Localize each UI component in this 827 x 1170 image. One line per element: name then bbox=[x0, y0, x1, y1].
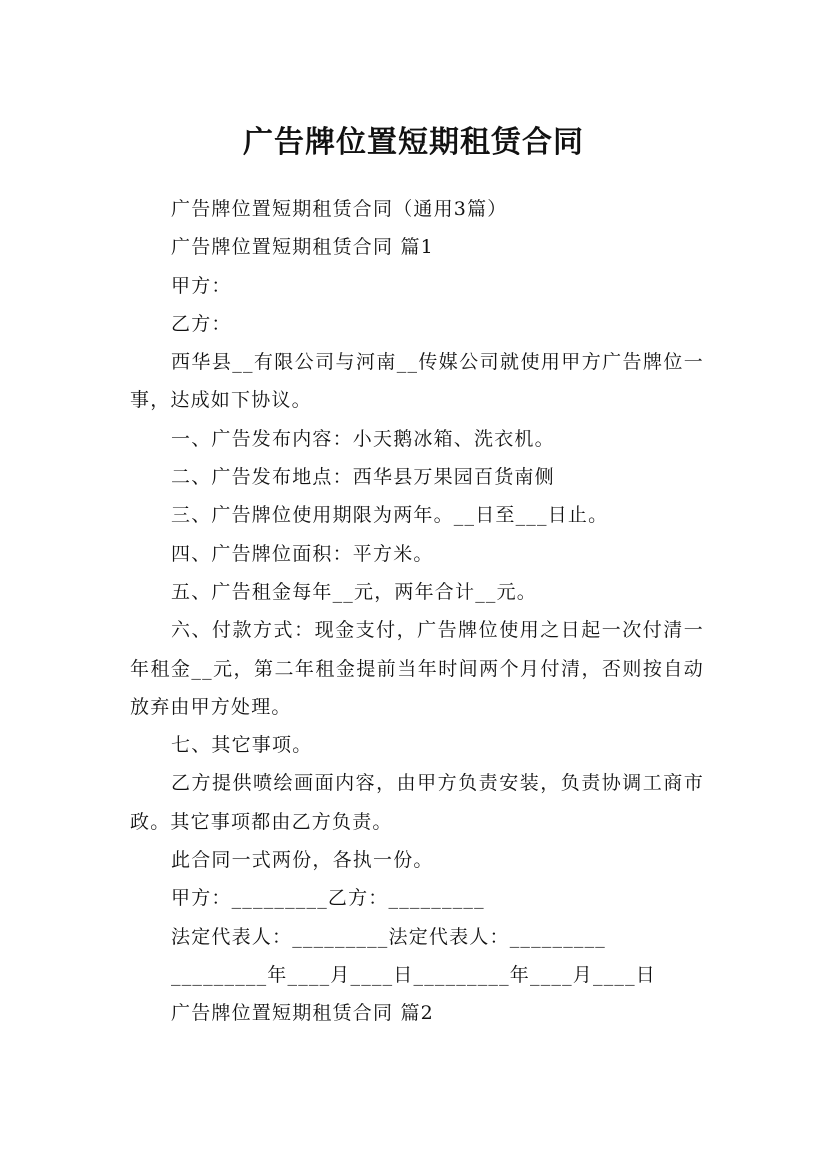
paragraph-copies: 此合同一式两份，各执一份。 bbox=[171, 849, 434, 872]
paragraph-intro: 西华县__有限公司与河南__传媒公司就使用甲方广告牌位一事，达成如下协议。 bbox=[130, 351, 704, 412]
document-title: 广告牌位置短期租赁合同 bbox=[243, 125, 584, 161]
paragraph-subtitle: 广告牌位置短期租赁合同（通用3篇） bbox=[171, 198, 508, 220]
paragraph-clause-4: 四、广告牌位面积：平方米。 bbox=[171, 542, 434, 565]
paragraph-party-a: 甲方： bbox=[171, 274, 232, 297]
paragraph-signature-parties: 甲方：_________乙方：_________ bbox=[171, 887, 485, 910]
paragraph-signature-dates: _________年____月____日_________年____月____日 bbox=[171, 963, 657, 986]
paragraph-clause-5: 五、广告租金每年__元，两年合计__元。 bbox=[171, 580, 538, 603]
paragraph-party-b: 乙方： bbox=[171, 312, 232, 335]
paragraph-clause-7: 七、其它事项。 bbox=[171, 734, 313, 757]
paragraph-signature-representatives: 法定代表人：_________法定代表人：_________ bbox=[171, 925, 607, 948]
document-body bbox=[130, 190, 704, 1033]
paragraph-section-heading-2: 广告牌位置短期租赁合同 篇2 bbox=[171, 1002, 434, 1025]
paragraph-clause-3: 三、广告牌位使用期限为两年。__日至___日止。 bbox=[171, 504, 609, 527]
paragraph-other-matters: 乙方提供喷绘画面内容，由甲方负责安装，负责协调工商市政。其它事项都由乙方负责。 bbox=[130, 772, 704, 833]
paragraph-section-heading-1: 广告牌位置短期租赁合同 篇1 bbox=[171, 236, 434, 259]
paragraph-clause-1: 一、广告发布内容：小天鹅冰箱、洗衣机。 bbox=[171, 427, 555, 450]
paragraph-clause-2: 二、广告发布地点：西华县万果园百货南侧 bbox=[171, 466, 555, 489]
paragraph-clause-6: 六、付款方式：现金支付，广告牌位使用之日起一次付清一年租金__元，第二年租金提前当年时间两个月付清，否则按自动放弃由甲方处理。 bbox=[130, 619, 704, 718]
